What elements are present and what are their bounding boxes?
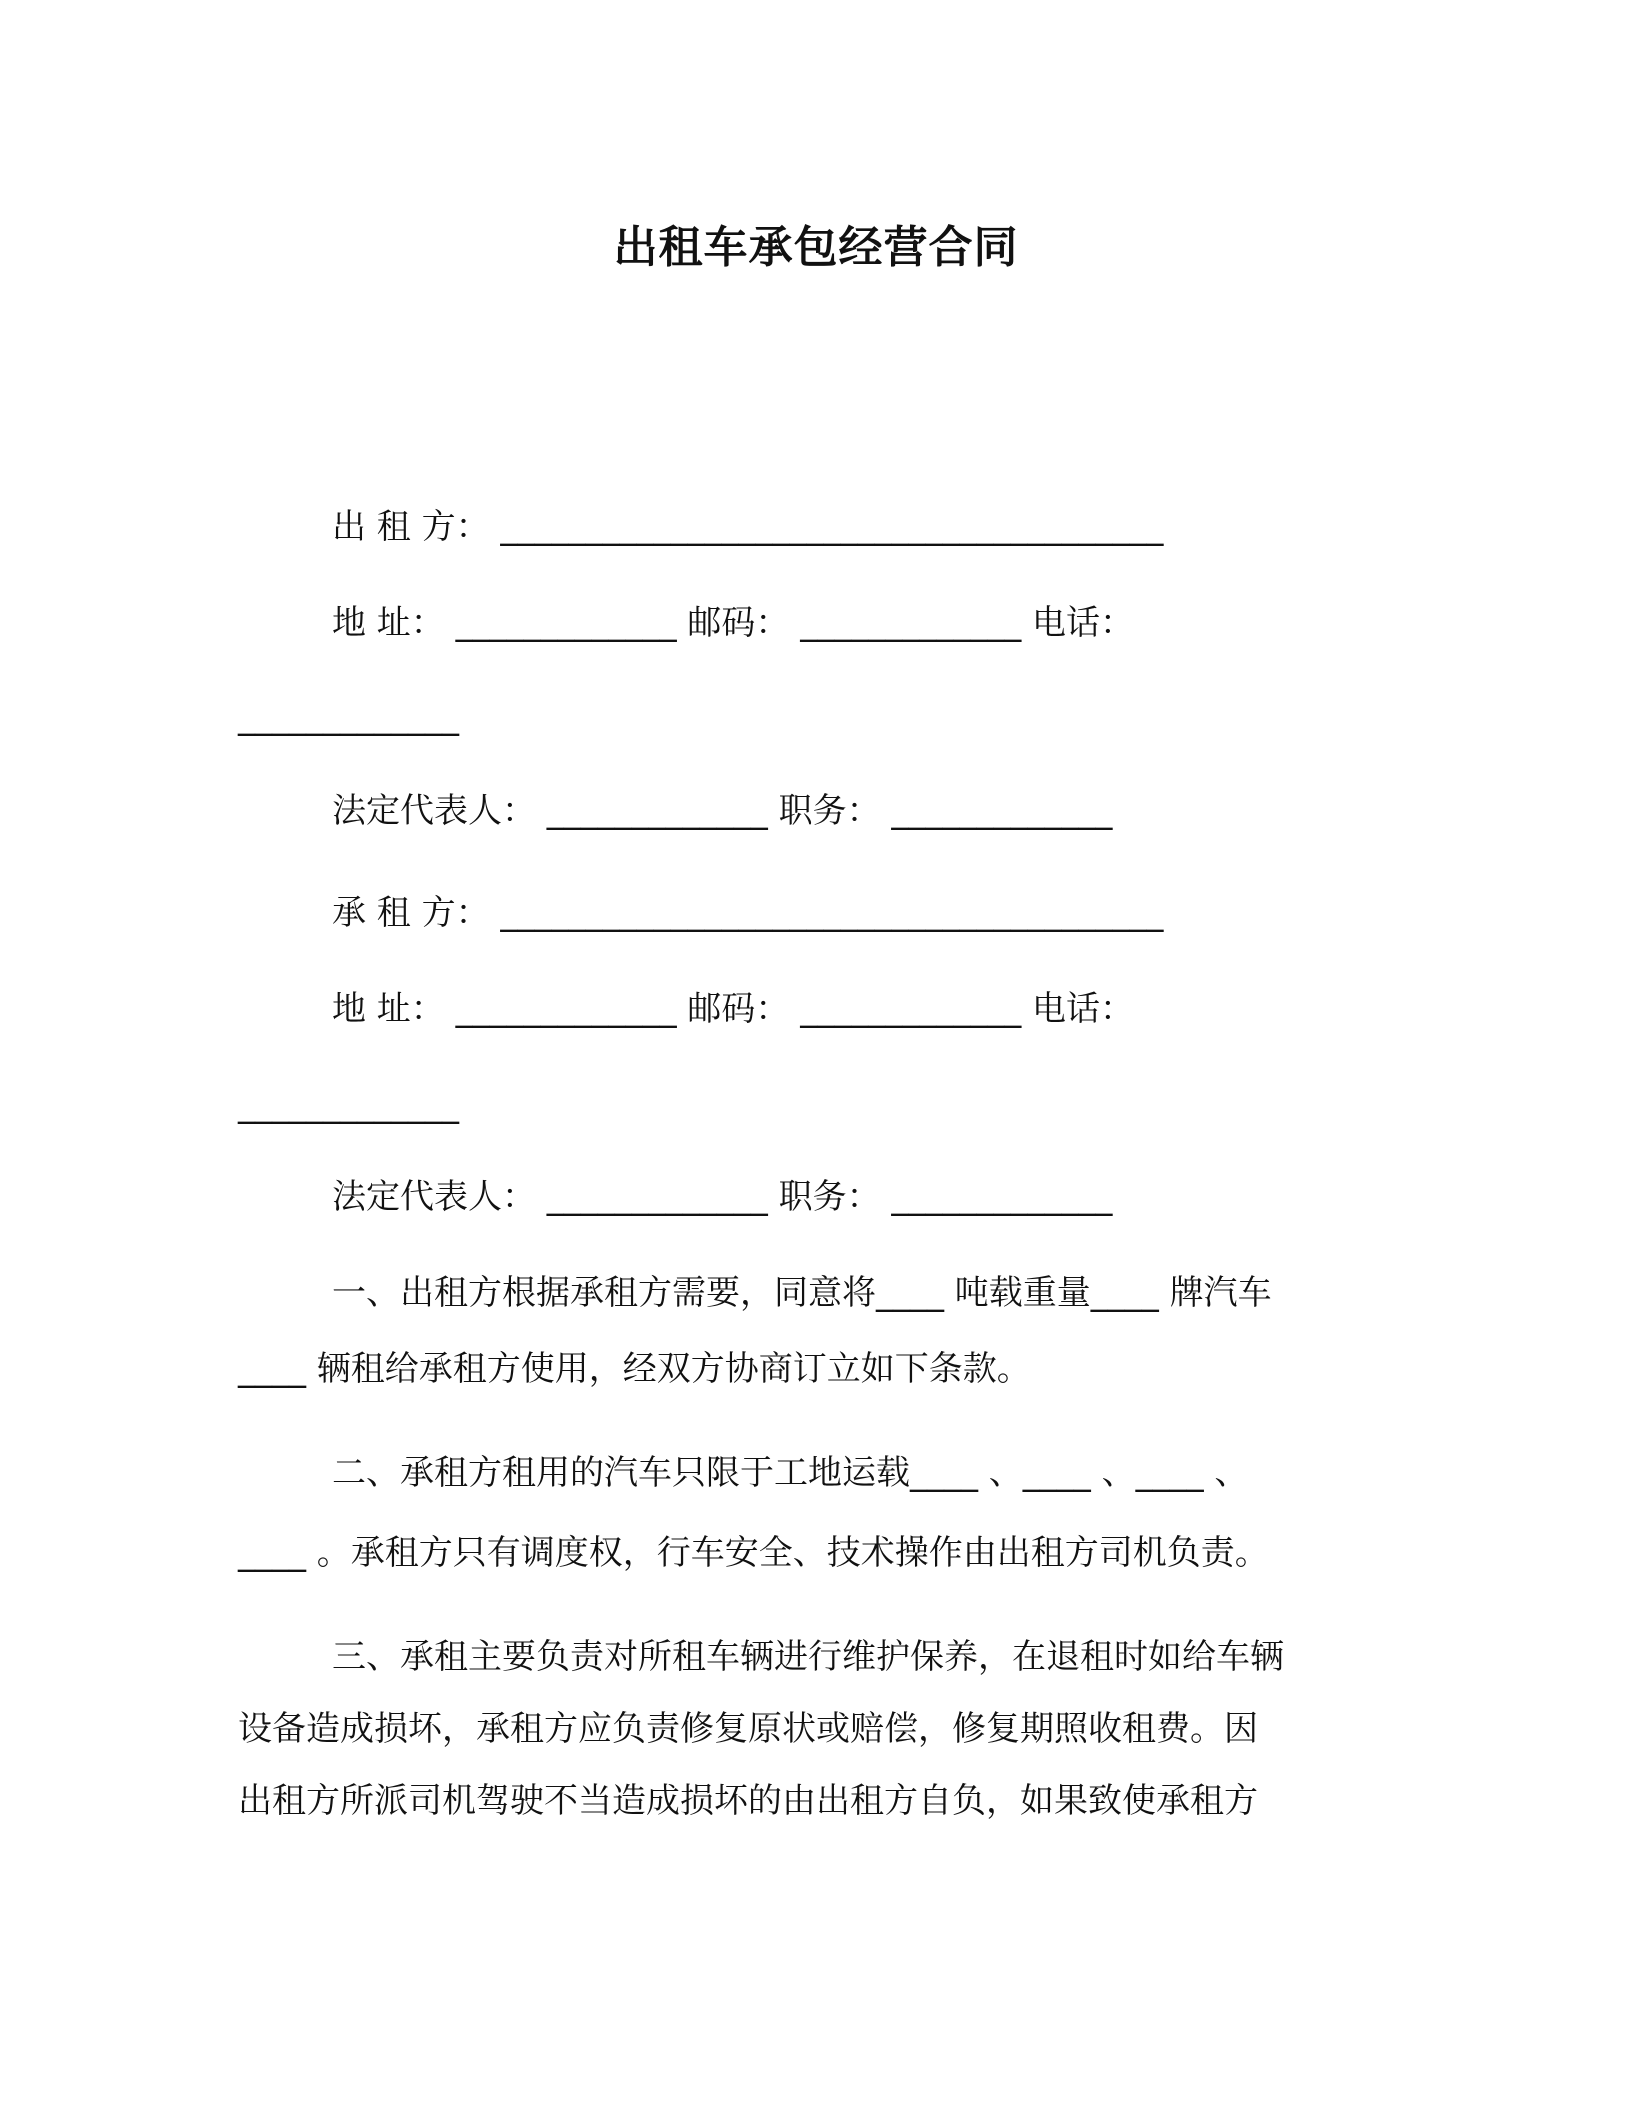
clause-2-line-2: ____ 。承租方只有调度权，行车安全、技术操作由出租方司机负责。 <box>238 1533 1269 1573</box>
clause-1-line-1: 一、出租方根据承租方需要，同意将____ 吨载重量____ 牌汽车 <box>332 1273 1272 1313</box>
lessor-contact-continuation: _____________ <box>238 697 459 737</box>
clause-3-line-3: 出租方所派司机驾驶不当造成损坏的由出租方自负，如果致使承租方 <box>238 1781 1258 1821</box>
lessee-contact-continuation: _____________ <box>238 1085 459 1125</box>
lessor-contact-line: 地 址： _____________ 邮码： _____________ 电话： <box>332 603 1135 643</box>
document-title: 出租车承包经营合同 <box>613 222 1019 273</box>
lessor-party-line: 出 租 方： _______________________________________ <box>332 507 1164 547</box>
clause-3-line-1: 三、承租主要负责对所租车辆进行维护保养，在退租时如给车辆 <box>332 1637 1284 1677</box>
lessee-representative-line: 法定代表人： _____________ 职务： _____________ <box>332 1177 1113 1217</box>
clause-1-line-2: ____ 辆租给承租方使用，经双方协商订立如下条款。 <box>238 1349 1031 1389</box>
clause-2-line-1: 二、承租方租用的汽车只限于工地运载____ 、____ 、____ 、 <box>332 1453 1249 1493</box>
lessee-contact-line: 地 址： _____________ 邮码： _____________ 电话： <box>332 989 1135 1029</box>
lessee-party-line: 承 租 方： _______________________________________ <box>332 893 1164 933</box>
clause-3-line-2: 设备造成损坏，承租方应负责修复原状或赔偿，修复期照收租费。因 <box>238 1709 1258 1749</box>
lessor-representative-line: 法定代表人： _____________ 职务： _____________ <box>332 791 1113 831</box>
